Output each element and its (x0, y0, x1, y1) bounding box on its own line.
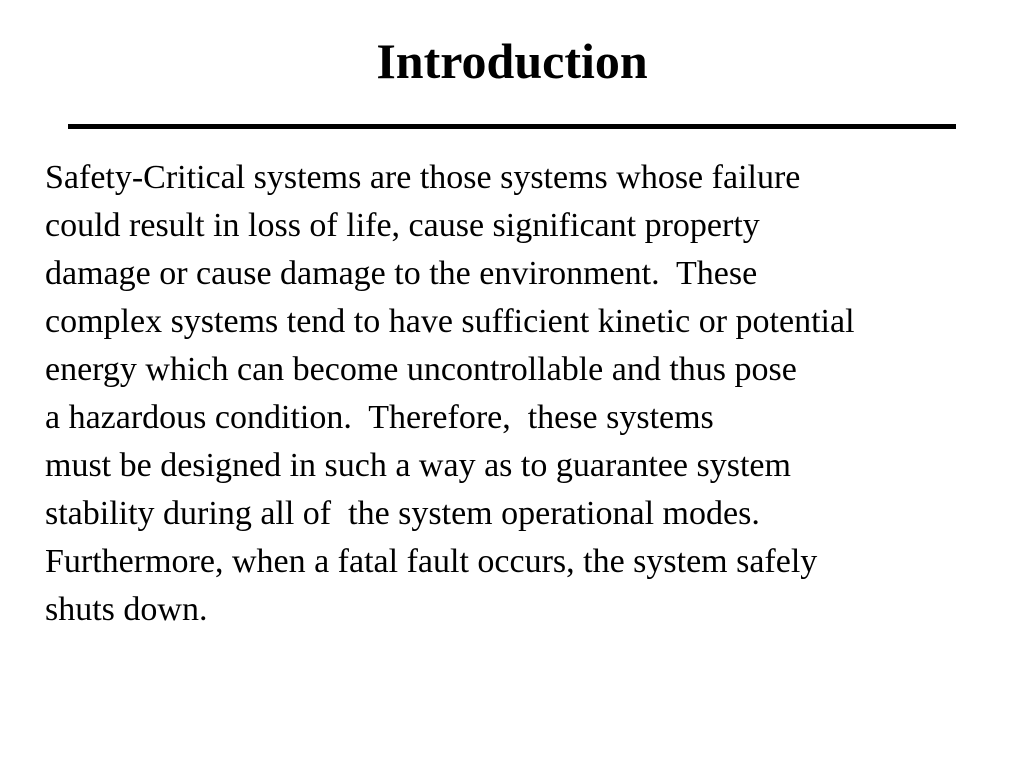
body-paragraph (45, 154, 1005, 634)
body-line: damage or cause damage to the environment. These (45, 255, 758, 292)
body-line: could result in loss of life, cause significant property (45, 207, 760, 244)
body-line: energy which can become uncontrollable and thus pose (45, 351, 797, 388)
body-line: Furthermore, when a fatal fault occurs, the system safely (45, 543, 818, 580)
body-line: must be designed in such a way as to guarantee system (45, 447, 791, 484)
body-line: shuts down. (45, 591, 208, 628)
body-line: stability during all of the system operational modes. (45, 495, 760, 532)
body-line: Safety-Critical systems are those systems whose failure (45, 159, 801, 196)
title-underline-divider (68, 124, 956, 129)
body-line: complex systems tend to have sufficient kinetic or potential (45, 303, 855, 340)
body-line: a hazardous condition. Therefore, these systems (45, 399, 714, 436)
page-title: Introduction (376, 33, 648, 89)
